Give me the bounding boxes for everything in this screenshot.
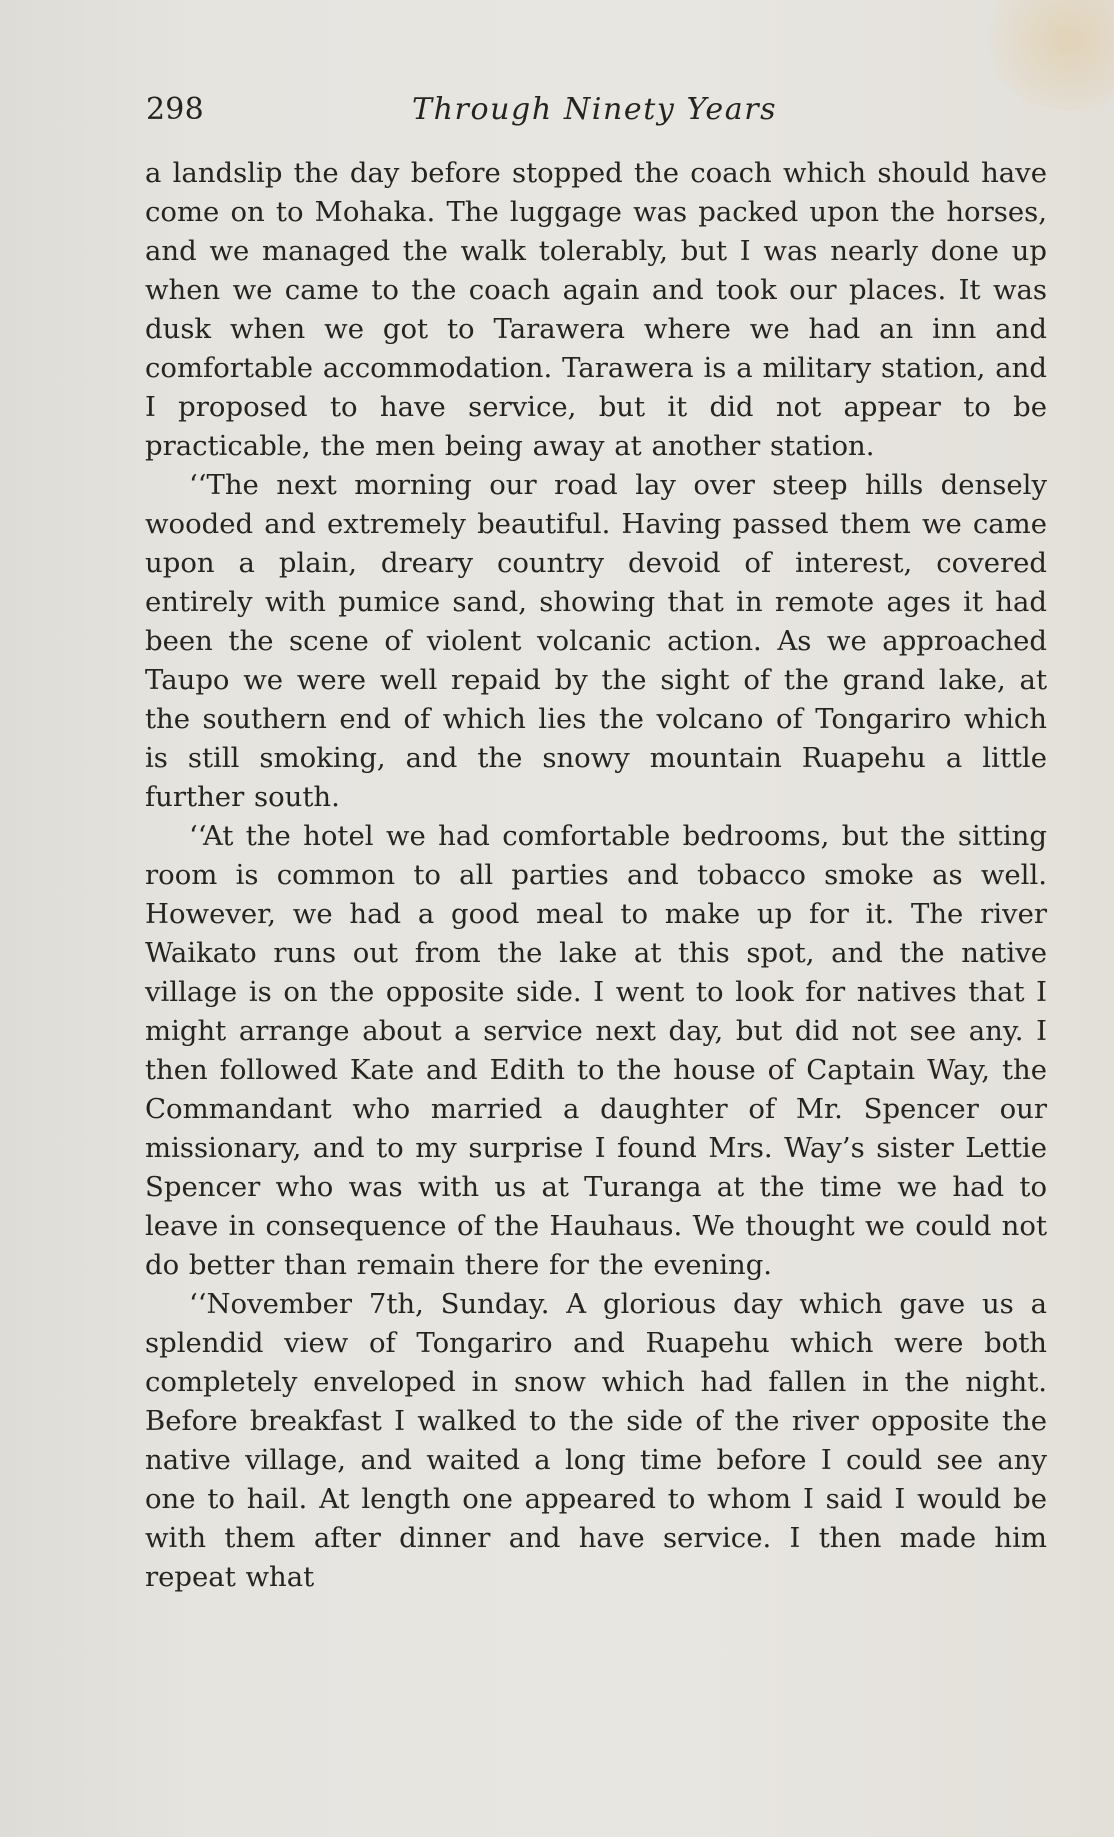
running-title: Through Ninety Years <box>412 92 778 127</box>
paragraph-1: a landslip the day before stopped the coach which should have come on to Mohaka. The luggage was packed upon the horses, and we managed the walk tolerably, but I was nearly done up when we came to the coach again and took our places. It was dusk when we got to Tarawera where we had an inn and comfortable accommodation. Tarawera is a military station, and I proposed to have service, but it did not appear to be practicable, the men being away at another station. <box>145 157 1047 462</box>
page-header <box>146 88 1044 132</box>
paragraph-4: ‘‘November 7th, Sunday. A glorious day which gave us a splendid view of Tongariro and Ruapehu which were both completely enveloped in snow which had fallen in the night. Before breakfast I walked to the side of the river opposite the native village, and waited a long time before I could see any one to hail. At length one appeared to whom I said I would be with them after dinner and have service. I then made him repeat what <box>145 1288 1047 1593</box>
page-body <box>145 154 1047 1597</box>
paragraph-3: ‘‘At the hotel we had comfortable bedrooms, but the sitting room is common to all parties and tobacco smoke as well. However, we had a good meal to make up for it. The river Waikato runs out from the lake at this spot, and the native village is on the opposite side. I went to look for natives that I might arrange about a service next day, but did not see any. I then followed Kate and Edith to the house of Captain Way, the Commandant who married a daughter of Mr. Spencer our missionary, and to my surprise I found Mrs. Way’s sister Lettie Spencer who was with us at Turanga at the time we had to leave in consequence of the Hauhaus. We thought we could not do better than remain there for the evening. <box>145 820 1047 1281</box>
page-number: 298 <box>146 92 204 127</box>
paragraph-2: ‘‘The next morning our road lay over steep hills densely wooded and extremely beautiful. Having passed them we came upon a plain, dreary country devoid of interest, covered entirely with pumice sand, showing that in remote ages it had been the scene of violent volcanic action. As we approached Taupo we were well repaid by the sight of the grand lake, at the southern end of which lies the volcano of Tongariro which is still smoking, and the snowy mountain Ruapehu a little further south. <box>145 469 1047 813</box>
